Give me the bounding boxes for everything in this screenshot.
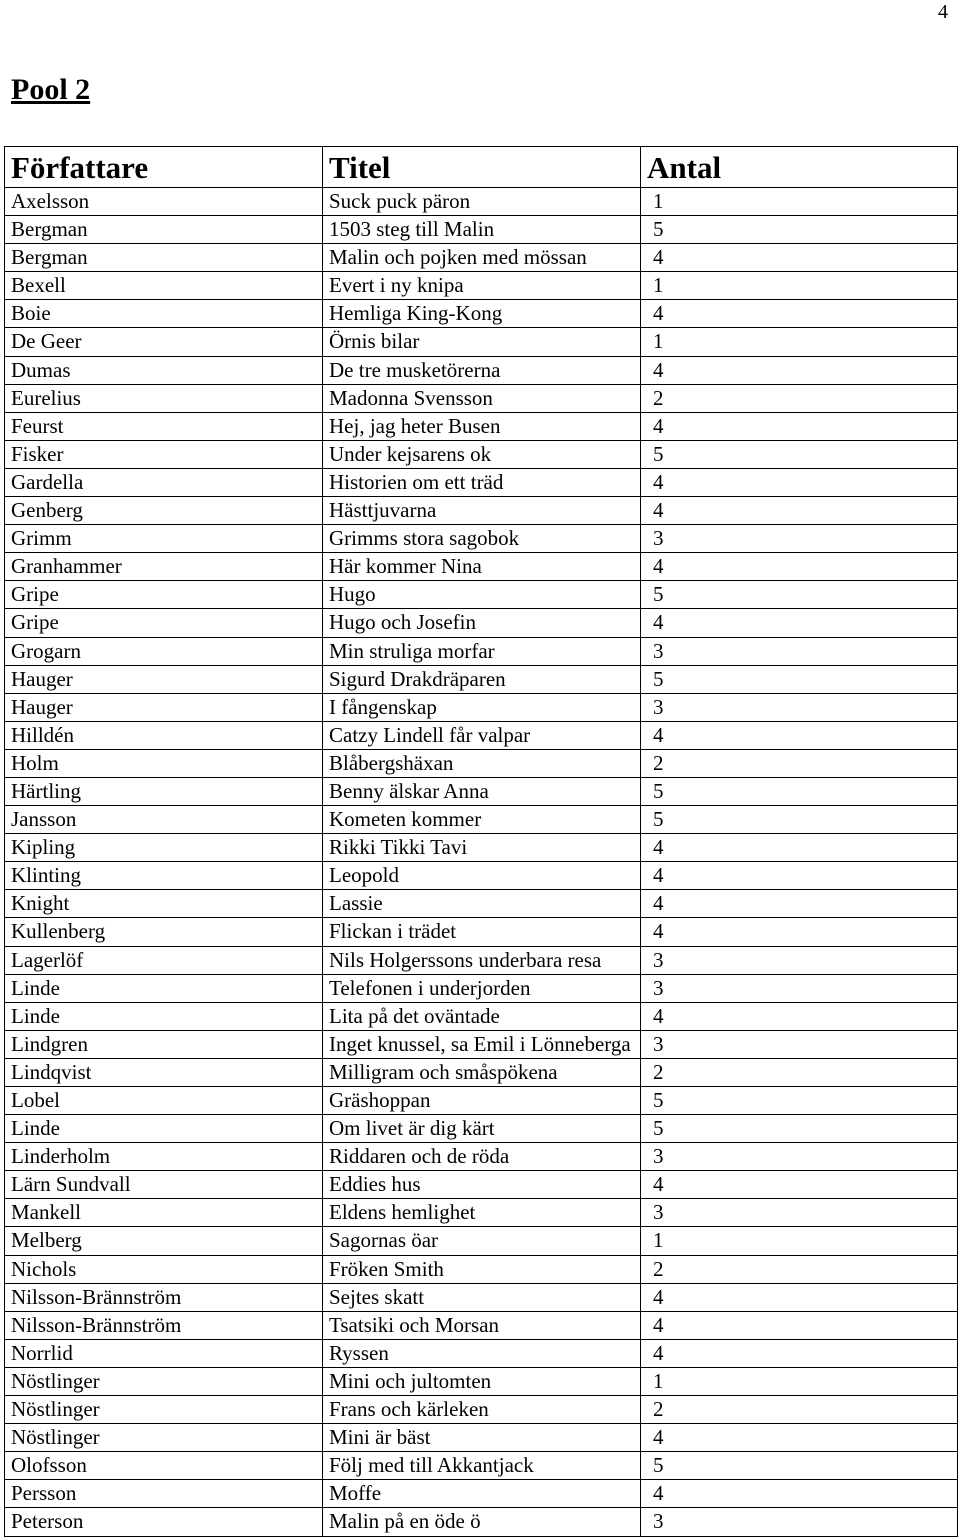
cell-title: Ryssen: [323, 1339, 641, 1367]
cell-count: 5: [641, 1452, 958, 1480]
table-row: [5, 890, 958, 918]
cell-author: Peterson: [5, 1508, 323, 1536]
cell-author: Nilsson-Brännström: [5, 1283, 323, 1311]
table-row: [5, 272, 958, 300]
table-row: [5, 581, 958, 609]
cell-author: Olofsson: [5, 1452, 323, 1480]
cell-count: 5: [641, 1115, 958, 1143]
cell-author: Linde: [5, 1115, 323, 1143]
cell-author: Klinting: [5, 862, 323, 890]
table-row: [5, 777, 958, 805]
cell-author: Genberg: [5, 497, 323, 525]
table-body: [5, 188, 958, 1537]
cell-title: Telefonen i underjorden: [323, 974, 641, 1002]
cell-author: Bergman: [5, 216, 323, 244]
cell-count: 4: [641, 721, 958, 749]
header-author: Författare: [5, 147, 323, 188]
cell-title: Malin och pojken med mössan: [323, 244, 641, 272]
cell-count: 4: [641, 553, 958, 581]
table-row: [5, 1339, 958, 1367]
cell-title: Hugo: [323, 581, 641, 609]
table-row: [5, 1002, 958, 1030]
cell-count: 4: [641, 356, 958, 384]
cell-title: Örnis bilar: [323, 328, 641, 356]
cell-author: Persson: [5, 1480, 323, 1508]
table-row: [5, 1508, 958, 1536]
cell-author: Knight: [5, 890, 323, 918]
table-row: [5, 300, 958, 328]
table-row: [5, 1199, 958, 1227]
cell-count: 4: [641, 244, 958, 272]
cell-author: Holm: [5, 749, 323, 777]
cell-title: Lassie: [323, 890, 641, 918]
cell-count: 2: [641, 1255, 958, 1283]
table-row: [5, 946, 958, 974]
cell-count: 3: [641, 974, 958, 1002]
cell-title: Benny älskar Anna: [323, 777, 641, 805]
cell-title: Leopold: [323, 862, 641, 890]
cell-author: Kipling: [5, 834, 323, 862]
table-row: [5, 918, 958, 946]
cell-author: Bexell: [5, 272, 323, 300]
table-row: [5, 1227, 958, 1255]
table-row: [5, 553, 958, 581]
cell-author: Lindgren: [5, 1030, 323, 1058]
cell-count: 5: [641, 581, 958, 609]
cell-title: Hej, jag heter Busen: [323, 412, 641, 440]
table-row: [5, 216, 958, 244]
table-row: [5, 1283, 958, 1311]
cell-title: Här kommer Nina: [323, 553, 641, 581]
cell-title: Flickan i trädet: [323, 918, 641, 946]
cell-author: Eurelius: [5, 384, 323, 412]
cell-author: De Geer: [5, 328, 323, 356]
cell-title: Eddies hus: [323, 1171, 641, 1199]
cell-author: Boie: [5, 300, 323, 328]
table-row: [5, 412, 958, 440]
table-row: [5, 1115, 958, 1143]
cell-count: 3: [641, 946, 958, 974]
cell-title: De tre musketörerna: [323, 356, 641, 384]
cell-count: 2: [641, 384, 958, 412]
cell-count: 3: [641, 637, 958, 665]
cell-author: Hilldén: [5, 721, 323, 749]
table-row: [5, 440, 958, 468]
cell-title: Suck puck päron: [323, 188, 641, 216]
cell-title: Hugo och Josefin: [323, 609, 641, 637]
cell-author: Mankell: [5, 1199, 323, 1227]
table-row: [5, 328, 958, 356]
cell-count: 4: [641, 300, 958, 328]
pool-title: Pool 2: [11, 73, 91, 106]
cell-count: 4: [641, 1480, 958, 1508]
cell-title: Kometen kommer: [323, 806, 641, 834]
cell-author: Lagerlöf: [5, 946, 323, 974]
cell-author: Melberg: [5, 1227, 323, 1255]
cell-author: Lobel: [5, 1087, 323, 1115]
table-row: [5, 384, 958, 412]
cell-title: Följ med till Akkantjack: [323, 1452, 641, 1480]
cell-title: Hästtjuvarna: [323, 497, 641, 525]
table-row: [5, 525, 958, 553]
cell-author: Grogarn: [5, 637, 323, 665]
header-count: Antal: [641, 147, 958, 188]
table-row: [5, 1030, 958, 1058]
cell-author: Gripe: [5, 581, 323, 609]
cell-title: Sagornas öar: [323, 1227, 641, 1255]
cell-count: 4: [641, 1339, 958, 1367]
cell-title: Under kejsarens ok: [323, 440, 641, 468]
cell-author: Norrlid: [5, 1339, 323, 1367]
table-row: [5, 1396, 958, 1424]
cell-title: Lita på det oväntade: [323, 1002, 641, 1030]
cell-author: Linde: [5, 1002, 323, 1030]
table-row: [5, 468, 958, 496]
cell-count: 1: [641, 1227, 958, 1255]
cell-title: Sigurd Drakdräparen: [323, 665, 641, 693]
cell-author: Lärn Sundvall: [5, 1171, 323, 1199]
cell-author: Nöstlinger: [5, 1424, 323, 1452]
cell-author: Nilsson-Brännström: [5, 1311, 323, 1339]
cell-title: I fångenskap: [323, 693, 641, 721]
cell-author: Nöstlinger: [5, 1367, 323, 1395]
cell-count: 4: [641, 1002, 958, 1030]
cell-title: Fröken Smith: [323, 1255, 641, 1283]
cell-author: Kullenberg: [5, 918, 323, 946]
cell-author: Axelsson: [5, 188, 323, 216]
cell-count: 1: [641, 188, 958, 216]
table-row: [5, 834, 958, 862]
cell-count: 1: [641, 272, 958, 300]
cell-author: Dumas: [5, 356, 323, 384]
cell-title: Catzy Lindell får valpar: [323, 721, 641, 749]
cell-count: 5: [641, 440, 958, 468]
cell-count: 4: [641, 412, 958, 440]
cell-title: Sejtes skatt: [323, 1283, 641, 1311]
table-row: [5, 862, 958, 890]
cell-author: Lindqvist: [5, 1058, 323, 1086]
table-header-row: [5, 147, 958, 188]
cell-title: Madonna Svensson: [323, 384, 641, 412]
table-row: [5, 1452, 958, 1480]
cell-count: 3: [641, 1199, 958, 1227]
cell-author: Hauger: [5, 693, 323, 721]
table-row: [5, 665, 958, 693]
table-row: [5, 244, 958, 272]
cell-count: 4: [641, 1424, 958, 1452]
table-row: [5, 497, 958, 525]
cell-count: 4: [641, 1171, 958, 1199]
cell-title: Riddaren och de röda: [323, 1143, 641, 1171]
cell-title: Nils Holgerssons underbara resa: [323, 946, 641, 974]
cell-title: Tsatsiki och Morsan: [323, 1311, 641, 1339]
cell-author: Feurst: [5, 412, 323, 440]
cell-title: Rikki Tikki Tavi: [323, 834, 641, 862]
cell-author: Gripe: [5, 609, 323, 637]
cell-title: Hemliga King-Kong: [323, 300, 641, 328]
cell-author: Fisker: [5, 440, 323, 468]
table-row: [5, 637, 958, 665]
cell-count: 4: [641, 834, 958, 862]
cell-title: Mini och jultomten: [323, 1367, 641, 1395]
table-row: [5, 974, 958, 1002]
cell-count: 5: [641, 216, 958, 244]
cell-count: 3: [641, 525, 958, 553]
cell-count: 1: [641, 328, 958, 356]
cell-title: Moffe: [323, 1480, 641, 1508]
cell-count: 4: [641, 1283, 958, 1311]
table-row: [5, 749, 958, 777]
cell-count: 5: [641, 806, 958, 834]
cell-title: Historien om ett träd: [323, 468, 641, 496]
table-row: [5, 1087, 958, 1115]
cell-title: Om livet är dig kärt: [323, 1115, 641, 1143]
cell-author: Granhammer: [5, 553, 323, 581]
table-row: [5, 1171, 958, 1199]
table-row: [5, 806, 958, 834]
table-row: [5, 1143, 958, 1171]
cell-author: Linderholm: [5, 1143, 323, 1171]
cell-count: 4: [641, 1311, 958, 1339]
cell-title: Milligram och småspökena: [323, 1058, 641, 1086]
table-row: [5, 1424, 958, 1452]
cell-author: Hauger: [5, 665, 323, 693]
cell-title: Gräshoppan: [323, 1087, 641, 1115]
cell-author: Jansson: [5, 806, 323, 834]
cell-title: Frans och kärleken: [323, 1396, 641, 1424]
cell-count: 4: [641, 468, 958, 496]
cell-author: Linde: [5, 974, 323, 1002]
cell-count: 1: [641, 1367, 958, 1395]
cell-title: Min struliga morfar: [323, 637, 641, 665]
table-row: [5, 721, 958, 749]
cell-count: 4: [641, 918, 958, 946]
cell-count: 5: [641, 777, 958, 805]
cell-count: 2: [641, 749, 958, 777]
header-title: Titel: [323, 147, 641, 188]
cell-author: Gardella: [5, 468, 323, 496]
cell-count: 3: [641, 1143, 958, 1171]
cell-count: 4: [641, 890, 958, 918]
cell-title: Blåbergshäxan: [323, 749, 641, 777]
cell-count: 5: [641, 665, 958, 693]
cell-title: Inget knussel, sa Emil i Lönneberga: [323, 1030, 641, 1058]
page-number: 4: [938, 1, 948, 23]
cell-title: 1503 steg till Malin: [323, 216, 641, 244]
table-row: [5, 356, 958, 384]
table-row: [5, 1367, 958, 1395]
table-row: [5, 1311, 958, 1339]
cell-title: Malin på en öde ö: [323, 1508, 641, 1536]
table-row: [5, 1480, 958, 1508]
books-table: [4, 146, 958, 1537]
cell-count: 5: [641, 1087, 958, 1115]
cell-count: 2: [641, 1396, 958, 1424]
cell-author: Nichols: [5, 1255, 323, 1283]
cell-title: Evert i ny knipa: [323, 272, 641, 300]
cell-author: Grimm: [5, 525, 323, 553]
cell-author: Bergman: [5, 244, 323, 272]
table-row: [5, 609, 958, 637]
cell-title: Mini är bäst: [323, 1424, 641, 1452]
cell-count: 3: [641, 693, 958, 721]
cell-count: 4: [641, 497, 958, 525]
cell-author: Nöstlinger: [5, 1396, 323, 1424]
cell-count: 3: [641, 1030, 958, 1058]
table-row: [5, 1058, 958, 1086]
cell-count: 4: [641, 862, 958, 890]
table-row: [5, 188, 958, 216]
table-row: [5, 1255, 958, 1283]
cell-author: Härtling: [5, 777, 323, 805]
cell-count: 3: [641, 1508, 958, 1536]
table-row: [5, 693, 958, 721]
cell-count: 2: [641, 1058, 958, 1086]
cell-title: Grimms stora sagobok: [323, 525, 641, 553]
cell-title: Eldens hemlighet: [323, 1199, 641, 1227]
cell-count: 4: [641, 609, 958, 637]
